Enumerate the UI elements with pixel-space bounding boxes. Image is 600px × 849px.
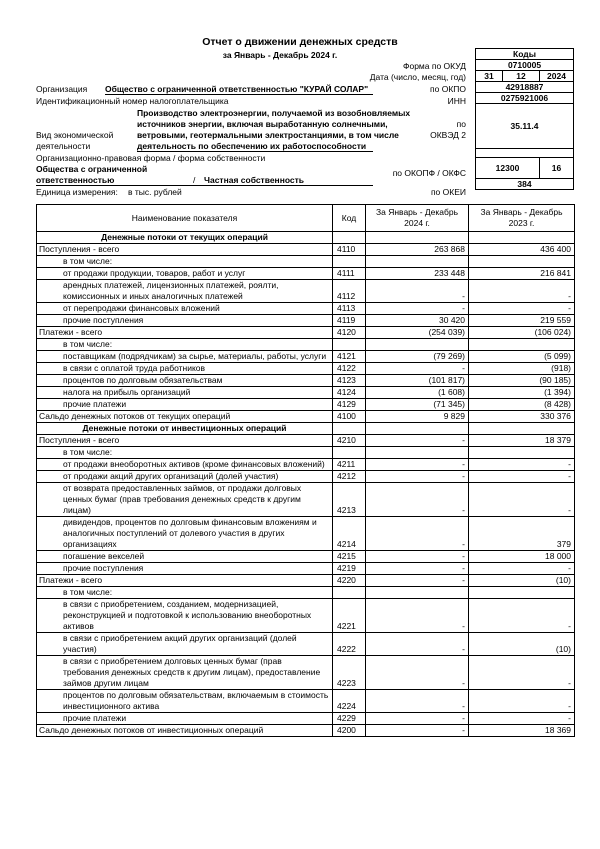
- table-row: [37, 633, 575, 656]
- row-value-2024: [366, 256, 469, 268]
- legal-form-label: Организационно-правовая форма / форма собственности: [36, 153, 266, 163]
- row-value-2024: -: [366, 517, 469, 551]
- row-value-2023: 18 000: [469, 551, 575, 563]
- row-value-2024: -: [366, 551, 469, 563]
- empty-cell: [333, 232, 366, 244]
- table-row: [37, 351, 575, 363]
- row-value-2024: -: [366, 435, 469, 447]
- row-value-2023: [469, 447, 575, 459]
- table-row: [37, 256, 575, 268]
- row-name: в связи с приобретением акций других организаций (долей участия): [37, 633, 333, 656]
- row-value-2024: (101 817): [366, 375, 469, 387]
- row-value-2024: (254 039): [366, 327, 469, 339]
- okopf-label: по ОКОПФ / ОКФС: [392, 168, 466, 178]
- okved-label-1: по: [456, 119, 466, 129]
- row-code: 4224: [333, 690, 366, 713]
- activity-line-1: Производство электроэнергии, получаемой из возобновляемых: [137, 108, 411, 118]
- okud-value: 0710005: [476, 60, 574, 71]
- row-code: 4211: [333, 459, 366, 471]
- table-row: [37, 315, 575, 327]
- row-value-2023: (10): [469, 575, 575, 587]
- row-value-2023: -: [469, 563, 575, 575]
- row-value-2024: -: [366, 280, 469, 303]
- table-row: [37, 483, 575, 517]
- section-row: [37, 423, 575, 435]
- row-value-2024: -: [366, 303, 469, 315]
- table-row: [37, 471, 575, 483]
- table-row: [37, 599, 575, 633]
- row-code: 4223: [333, 656, 366, 690]
- okfs-value: 16: [540, 158, 574, 179]
- row-name: в связи с приобретением долговых ценных бумаг (прав требования денежных средств к другим лицам), предоставление займов другим лицам: [37, 656, 333, 690]
- empty-cell: [333, 423, 366, 435]
- col-header-2024: За Январь - Декабрь 2024 г.: [366, 205, 469, 232]
- section-title: Денежные потоки от текущих операций: [37, 232, 333, 244]
- row-value-2024: -: [366, 575, 469, 587]
- row-value-2023: -: [469, 303, 575, 315]
- empty-cell: [366, 423, 469, 435]
- okved-value: 35.11.4: [476, 104, 574, 149]
- row-code: 4121: [333, 351, 366, 363]
- col-header-code: Код: [333, 205, 366, 232]
- row-code: 4120: [333, 327, 366, 339]
- row-code: 4123: [333, 375, 366, 387]
- row-name: в связи с оплатой труда работников: [37, 363, 333, 375]
- activity-line-3: ветровыми, геотермальными электростанциями, в том числе: [137, 130, 399, 140]
- date-month: 12: [503, 71, 540, 82]
- cashflow-table: [36, 204, 575, 737]
- row-value-2024: 263 868: [366, 244, 469, 256]
- row-name: Сальдо денежных потоков от инвестиционных операций: [37, 725, 333, 737]
- table-row: [37, 411, 575, 423]
- section-row: [37, 232, 575, 244]
- table-row: [37, 280, 575, 303]
- row-name: налога на прибыль организаций: [37, 387, 333, 399]
- row-name: в том числе:: [37, 587, 333, 599]
- report-period: за Январь - Декабрь 2024 г.: [222, 50, 338, 60]
- row-value-2024: 233 448: [366, 268, 469, 280]
- table-row: [37, 587, 575, 599]
- row-code: 4100: [333, 411, 366, 423]
- row-value-2023: 18 379: [469, 435, 575, 447]
- row-name: в связи с приобретением, созданием, модернизацией, реконструкцией и подготовкой к использованию внеоборотных активов: [37, 599, 333, 633]
- row-code: [333, 587, 366, 599]
- row-value-2023: [469, 256, 575, 268]
- row-value-2023: -: [469, 459, 575, 471]
- table-row: [37, 575, 575, 587]
- table-row: [37, 268, 575, 280]
- row-name: процентов по долговым обязательствам, включаемым в стоимость инвестиционного актива: [37, 690, 333, 713]
- row-code: [333, 339, 366, 351]
- row-code: 4111: [333, 268, 366, 280]
- codes-table: [475, 48, 574, 190]
- row-value-2023: -: [469, 483, 575, 517]
- row-name: от продажи акций других организаций (долей участия): [37, 471, 333, 483]
- row-value-2024: -: [366, 483, 469, 517]
- table-row: [37, 517, 575, 551]
- row-value-2024: -: [366, 713, 469, 725]
- okpo-label: по ОКПО: [430, 84, 466, 94]
- col-header-name: Наименование показателя: [37, 205, 333, 232]
- row-value-2024: [366, 339, 469, 351]
- row-code: [333, 447, 366, 459]
- inn-label: Идентификационный номер налогоплательщика: [36, 96, 229, 106]
- table-row: [37, 327, 575, 339]
- row-value-2024: [366, 587, 469, 599]
- row-code: 4212: [333, 471, 366, 483]
- row-code: 4214: [333, 517, 366, 551]
- row-code: 4221: [333, 599, 366, 633]
- empty-cell: [469, 423, 575, 435]
- table-row: [37, 375, 575, 387]
- row-value-2024: -: [366, 725, 469, 737]
- row-value-2023: [469, 587, 575, 599]
- row-name: поставщикам (подрядчикам) за сырье, материалы, работы, услуги: [37, 351, 333, 363]
- table-row: [37, 399, 575, 411]
- report-title: Отчет о движении денежных средств: [202, 36, 398, 48]
- table-row: [37, 244, 575, 256]
- row-value-2024: -: [366, 656, 469, 690]
- row-value-2023: 216 841: [469, 268, 575, 280]
- row-value-2023: 330 376: [469, 411, 575, 423]
- row-value-2023: -: [469, 471, 575, 483]
- row-value-2023: -: [469, 690, 575, 713]
- row-value-2023: 18 369: [469, 725, 575, 737]
- empty-cell: [366, 232, 469, 244]
- ownership-value: Частная собственность: [204, 175, 305, 185]
- unit-value: в тыс. рублей: [128, 187, 182, 197]
- row-value-2023: -: [469, 280, 575, 303]
- row-value-2023: [469, 339, 575, 351]
- row-name: Поступления - всего: [37, 244, 333, 256]
- table-row: [37, 435, 575, 447]
- row-value-2023: -: [469, 599, 575, 633]
- row-value-2024: (1 608): [366, 387, 469, 399]
- activity-label-2: деятельности: [36, 141, 91, 151]
- row-value-2024: -: [366, 363, 469, 375]
- okei-value: 384: [476, 179, 574, 190]
- row-code: 4113: [333, 303, 366, 315]
- row-name: в том числе:: [37, 339, 333, 351]
- row-value-2024: -: [366, 633, 469, 656]
- row-name: погашение векселей: [37, 551, 333, 563]
- table-row: [37, 563, 575, 575]
- table-row: [37, 363, 575, 375]
- okved-label-2: ОКВЭД 2: [430, 130, 466, 140]
- table-body: [37, 232, 575, 737]
- row-value-2023: 379: [469, 517, 575, 551]
- row-name: в том числе:: [37, 447, 333, 459]
- table-row: [37, 447, 575, 459]
- row-code: 4112: [333, 280, 366, 303]
- date-day: 31: [476, 71, 503, 82]
- date-label: Дата (число, месяц, год): [369, 72, 466, 82]
- ownership-separator: /: [193, 175, 196, 185]
- row-code: [333, 256, 366, 268]
- row-value-2024: -: [366, 599, 469, 633]
- table-row: [37, 551, 575, 563]
- row-code: 4229: [333, 713, 366, 725]
- row-code: 4119: [333, 315, 366, 327]
- row-value-2024: [366, 447, 469, 459]
- table-row: [37, 690, 575, 713]
- activity-label-1: Вид экономической: [36, 130, 114, 140]
- row-name: дивидендов, процентов по долговым финансовым вложениям и аналогичных поступлений от долевого участия в других организациях: [37, 517, 333, 551]
- row-value-2024: -: [366, 563, 469, 575]
- row-value-2023: -: [469, 656, 575, 690]
- date-year: 2024: [540, 71, 574, 82]
- row-value-2023: (10): [469, 633, 575, 656]
- row-value-2023: (1 394): [469, 387, 575, 399]
- col-header-2023: За Январь - Декабрь 2023 г.: [469, 205, 575, 232]
- row-value-2024: (79 269): [366, 351, 469, 363]
- table-row: [37, 387, 575, 399]
- row-value-2024: (71 345): [366, 399, 469, 411]
- row-name: в том числе:: [37, 256, 333, 268]
- row-value-2024: -: [366, 690, 469, 713]
- inn-value: 0275921006: [476, 93, 574, 104]
- row-value-2023: (106 024): [469, 327, 575, 339]
- row-value-2024: -: [366, 471, 469, 483]
- row-value-2023: (918): [469, 363, 575, 375]
- table-row: [37, 713, 575, 725]
- empty-cell: [469, 232, 575, 244]
- row-code: 4210: [333, 435, 366, 447]
- activity-line-2: источников энергии, включая выработанную солнечными,: [137, 119, 388, 129]
- row-code: 4110: [333, 244, 366, 256]
- table-row: [37, 656, 575, 690]
- row-code: 4122: [333, 363, 366, 375]
- row-code: 4215: [333, 551, 366, 563]
- row-value-2023: 436 400: [469, 244, 575, 256]
- row-code: 4222: [333, 633, 366, 656]
- legal-form-line-2: ответственностью: [36, 175, 115, 185]
- table-row: [37, 725, 575, 737]
- row-code: 4129: [333, 399, 366, 411]
- row-value-2024: -: [366, 459, 469, 471]
- row-name: от продажи продукции, товаров, работ и услуг: [37, 268, 333, 280]
- row-value-2023: (5 099): [469, 351, 575, 363]
- row-code: 4213: [333, 483, 366, 517]
- row-name: Сальдо денежных потоков от текущих операций: [37, 411, 333, 423]
- row-value-2023: -: [469, 713, 575, 725]
- row-name: от продажи внеоборотных активов (кроме финансовых вложений): [37, 459, 333, 471]
- row-name: Платежи - всего: [37, 327, 333, 339]
- row-name: прочие поступления: [37, 315, 333, 327]
- row-name: Платежи - всего: [37, 575, 333, 587]
- row-value-2023: 219 559: [469, 315, 575, 327]
- row-code: 4219: [333, 563, 366, 575]
- row-value-2024: 9 829: [366, 411, 469, 423]
- activity-line-4: деятельность по обеспечению их работоспособности: [137, 141, 367, 151]
- org-label: Организация: [36, 84, 88, 94]
- legal-form-line-1: Общества с ограниченной: [36, 164, 148, 174]
- inn-short-label: ИНН: [447, 96, 466, 106]
- row-value-2023: (90 185): [469, 375, 575, 387]
- table-row: [37, 339, 575, 351]
- row-code: 4220: [333, 575, 366, 587]
- row-name: арендных платежей, лицензионных платежей, роялти, комиссионных и иных аналогичных платежей: [37, 280, 333, 303]
- row-code: 4124: [333, 387, 366, 399]
- row-name: прочие поступления: [37, 563, 333, 575]
- row-name: прочие платежи: [37, 399, 333, 411]
- row-code: 4200: [333, 725, 366, 737]
- table-row: [37, 459, 575, 471]
- row-name: Поступления - всего: [37, 435, 333, 447]
- unit-label: Единица измерения:: [36, 187, 118, 197]
- row-name: прочие платежи: [37, 713, 333, 725]
- section-title: Денежные потоки от инвестиционных операций: [37, 423, 333, 435]
- okopf-value: 12300: [476, 158, 540, 179]
- org-value: Общество с ограниченной ответственностью "КУРАЙ СОЛАР": [105, 84, 369, 94]
- row-value-2024: 30 420: [366, 315, 469, 327]
- okpo-value: 42918887: [476, 82, 574, 93]
- row-value-2023: (8 428): [469, 399, 575, 411]
- row-name: от возврата предоставленных займов, от продажи долговых ценных бумаг (прав требования денежных средств к другим лицам): [37, 483, 333, 517]
- okei-label: по ОКЕИ: [430, 187, 466, 197]
- table-row: [37, 303, 575, 315]
- okud-label: Форма по ОКУД: [403, 61, 466, 71]
- row-name: процентов по долговым обязательствам: [37, 375, 333, 387]
- codes-header: Коды: [476, 49, 574, 60]
- row-name: от перепродажи финансовых вложений: [37, 303, 333, 315]
